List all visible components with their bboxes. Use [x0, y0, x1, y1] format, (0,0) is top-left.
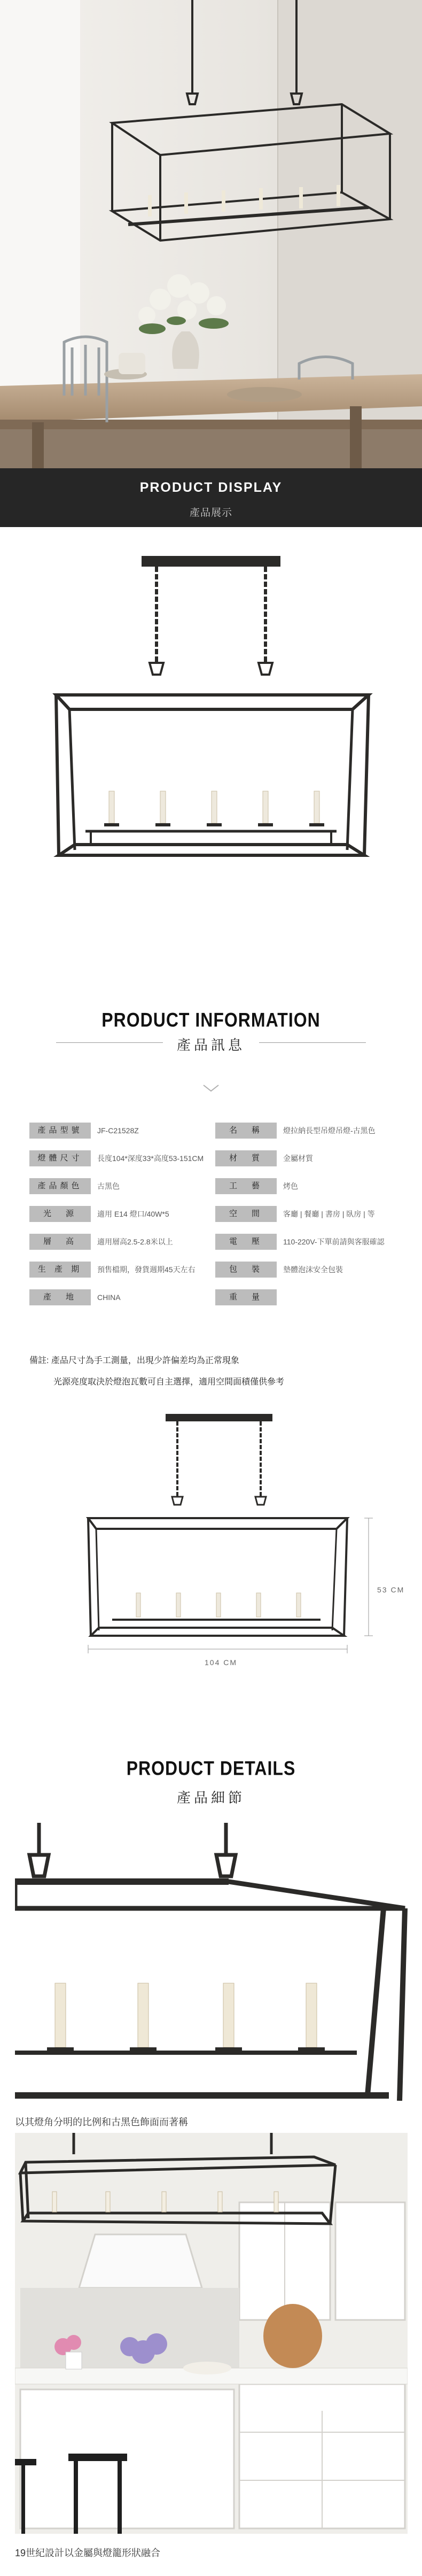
product-information-subtitle: 產品訊息 [176, 1037, 245, 1053]
product-information-title: PRODUCT INFORMATION [101, 1009, 321, 1031]
spec-value: 適用 E14 燈口/40W*5 [97, 1210, 169, 1218]
spec-value: JF-C21528Z [97, 1126, 139, 1135]
detail-caption-2: 19世紀設計以金屬與燈籠形狀融合 [15, 2548, 161, 2558]
product-details-title: PRODUCT DETAILS [126, 1757, 296, 1780]
spec-value: 金屬材質 [283, 1154, 313, 1163]
spec-label: 產品型號 [29, 1123, 91, 1139]
spec-label: 工 藝 [215, 1178, 277, 1194]
spec-value: 燈拉納長型吊燈吊燈-古黑色 [283, 1126, 376, 1135]
detail-caption-1: 以其燈角分明的比例和古黑色飾面而著稱 [15, 2117, 188, 2128]
spec-row [29, 1289, 398, 1305]
spec-label: 名 稱 [215, 1123, 277, 1139]
spec-label: 產 地 [29, 1289, 91, 1305]
spec-value: 客廳 | 餐廳 | 書房 | 臥房 | 等 [283, 1210, 375, 1218]
spec-label: 生 產 期 [29, 1262, 91, 1278]
product-details-subtitle: 產品細節 [176, 1790, 245, 1806]
spec-row [29, 1150, 398, 1166]
spec-label: 燈體尺寸 [29, 1150, 91, 1166]
spec-label: 空 間 [215, 1206, 277, 1222]
spec-label: 產品顏色 [29, 1178, 91, 1194]
spec-row [29, 1262, 398, 1278]
detail-photo-2 [15, 2133, 408, 2534]
spec-value: 墊體泡沫安全包裝 [283, 1265, 343, 1274]
spec-label: 重 量 [215, 1289, 277, 1305]
hero-photo [0, 0, 422, 468]
spec-value: 適用層高2.5-2.8米以上 [97, 1237, 173, 1246]
spec-row [29, 1234, 398, 1250]
spec-value [283, 1289, 398, 1305]
spec-label: 光 源 [29, 1206, 91, 1222]
product-display-title: PRODUCT DISPLAY [139, 480, 283, 495]
spec-value: CHINA [97, 1293, 121, 1302]
product-photo [37, 551, 385, 871]
spec-label: 包 裝 [215, 1262, 277, 1278]
product-display-subtitle: 產品展示 [189, 507, 232, 519]
spec-label: 層 高 [29, 1234, 91, 1250]
note-2: 光源亮度取決於燈泡瓦數可自主選擇，適用空間面積僅供參考 [53, 1378, 285, 1387]
spec-row [29, 1178, 398, 1194]
spec-value: 長度104*深度33*高度53-151CM [97, 1154, 204, 1163]
spec-label: 材 質 [215, 1150, 277, 1166]
width-dimension: 104 CM [205, 1658, 238, 1667]
spec-value: 古黑色 [97, 1182, 120, 1190]
spec-value: 預售檔期，發貨週期45天左右 [97, 1265, 196, 1274]
spec-row [29, 1206, 398, 1222]
detail-photo-1 [15, 1823, 408, 2101]
spec-label: 電 壓 [215, 1234, 277, 1250]
spec-value: 烤色 [283, 1182, 298, 1190]
height-dimension: 53 CM [377, 1585, 405, 1594]
spec-row [29, 1123, 398, 1139]
spec-value: 110-220V-下單前請與客服確認 [283, 1237, 385, 1246]
note-1: 備註: 產品尺寸為手工測量，出現少許偏差均為正常現象 [29, 1356, 239, 1365]
dimension-drawing [85, 1411, 406, 1657]
chevron-down-icon [202, 1084, 220, 1093]
